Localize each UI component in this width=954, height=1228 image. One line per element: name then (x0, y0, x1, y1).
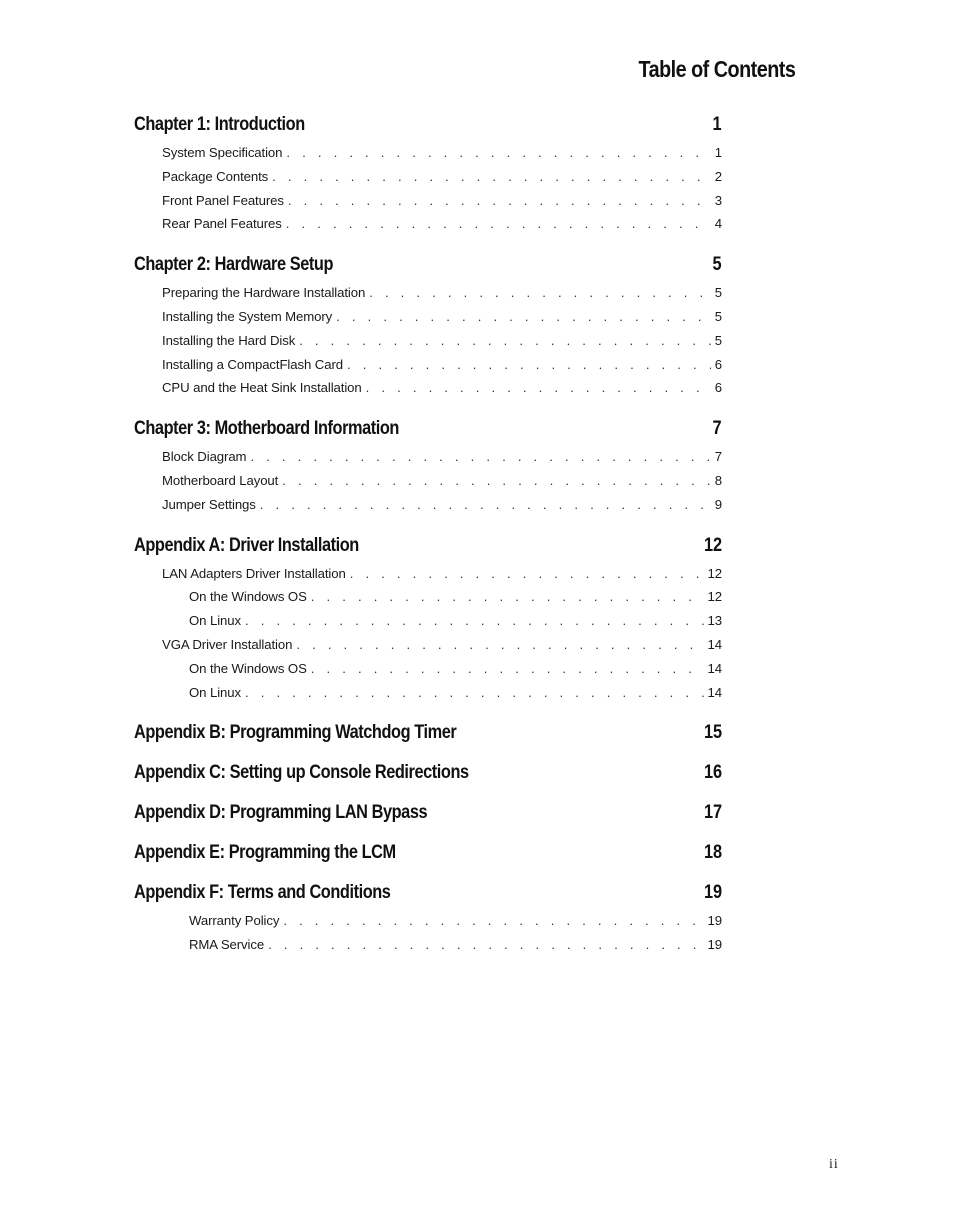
toc-entry-list (134, 908, 722, 961)
toc-entry-list (134, 140, 722, 240)
toc-entry[interactable] (134, 193, 722, 217)
toc-entry[interactable] (134, 937, 722, 961)
toc-entry[interactable] (134, 589, 722, 613)
table-of-contents (134, 112, 722, 961)
toc-entry-label: Package Contents (162, 168, 269, 184)
toc-dot-leader (286, 216, 711, 231)
toc-chapter-page: 1 (712, 114, 722, 135)
toc-chapter-title: Appendix D: Programming LAN Bypass (134, 802, 428, 824)
toc-entry-label: Installing the System Memory (162, 308, 333, 324)
toc-entry-label: Warranty Policy (189, 913, 280, 929)
toc-entry-page: 14 (707, 684, 722, 700)
toc-dot-leader (283, 913, 703, 928)
toc-entry[interactable] (134, 380, 722, 404)
toc-chapter-heading[interactable] (134, 800, 722, 828)
toc-entry-label: On Linux (189, 684, 241, 700)
toc-entry[interactable] (134, 913, 722, 937)
page-title: Table of Contents (638, 56, 795, 82)
toc-chapter-page: 16 (703, 762, 722, 784)
toc-dot-leader (296, 637, 703, 652)
toc-dot-leader (286, 145, 710, 160)
toc-entry-label: RMA Service (189, 937, 265, 953)
toc-chapter-title: Appendix F: Terms and Conditions (134, 882, 391, 904)
toc-entry-label: Installing a CompactFlash Card (162, 356, 343, 372)
toc-entry-label: Front Panel Features (162, 192, 284, 208)
toc-chapter-heading[interactable] (134, 840, 722, 868)
toc-chapter-heading[interactable] (134, 760, 722, 788)
toc-chapter-heading[interactable] (134, 112, 722, 140)
toc-entry[interactable] (134, 333, 722, 357)
toc-entry-page: 3 (714, 192, 722, 208)
toc-entry-label: Preparing the Hardware Installation (162, 285, 366, 301)
toc-dot-leader (245, 685, 704, 700)
toc-chapter-title: Appendix E: Programming the LCM (134, 842, 396, 864)
toc-entry[interactable] (134, 613, 722, 637)
toc-entry-label: VGA Driver Installation (162, 636, 293, 652)
toc-dot-leader (311, 661, 704, 676)
toc-entry-label: CPU and the Heat Sink Installation (162, 380, 362, 396)
toc-entry-label: Rear Panel Features (162, 216, 282, 232)
toc-entry[interactable] (134, 357, 722, 381)
toc-entry-page: 19 (707, 913, 722, 929)
toc-entry-page: 12 (707, 565, 722, 581)
toc-chapter-page: 18 (703, 842, 722, 864)
toc-chapter-page: 5 (712, 254, 722, 276)
toc-entry-list (134, 561, 722, 709)
toc-entry-page: 19 (707, 937, 722, 953)
toc-dot-leader (272, 169, 711, 184)
toc-entry-label: On the Windows OS (189, 660, 307, 676)
toc-entry-page: 4 (714, 216, 722, 232)
toc-dot-leader (347, 357, 711, 372)
toc-entry-label: On Linux (189, 613, 241, 629)
toc-entry-page: 2 (714, 168, 722, 184)
toc-entry-page: 8 (714, 472, 722, 488)
toc-chapter-page: 7 (712, 418, 722, 440)
toc-chapter-page: 12 (703, 534, 722, 556)
toc-entry[interactable] (134, 637, 722, 661)
toc-chapter-title: Chapter 1: Introduction (134, 114, 305, 135)
toc-chapter-title: Appendix A: Driver Installation (134, 534, 359, 556)
toc-entry-page: 6 (714, 356, 722, 372)
toc-entry[interactable] (134, 661, 722, 685)
toc-dot-leader (311, 589, 704, 604)
toc-dot-leader (369, 285, 711, 300)
toc-chapter-heading[interactable] (134, 416, 722, 444)
toc-entry-page: 5 (714, 285, 722, 301)
toc-entry-page: 5 (714, 332, 722, 348)
toc-chapter-title: Chapter 2: Hardware Setup (134, 254, 334, 276)
toc-entry-label: Motherboard Layout (162, 472, 279, 488)
toc-entry[interactable] (134, 169, 722, 193)
toc-chapter-page: 17 (703, 802, 722, 824)
toc-dot-leader (260, 497, 711, 512)
toc-entry-page: 7 (714, 449, 722, 465)
toc-entry-page: 14 (707, 636, 722, 652)
toc-entry-label: Jumper Settings (162, 496, 256, 512)
toc-entry-page: 6 (714, 380, 722, 396)
toc-entry[interactable] (134, 497, 722, 521)
toc-chapter-title: Chapter 3: Motherboard Information (134, 418, 399, 440)
toc-entry[interactable] (134, 449, 722, 473)
toc-dot-leader (336, 309, 711, 324)
toc-chapter-heading[interactable] (134, 533, 722, 561)
toc-chapter-page: 19 (703, 882, 722, 904)
toc-entry-label: System Specification (162, 145, 283, 160)
toc-entry-page: 1 (714, 145, 722, 160)
toc-entry-label: LAN Adapters Driver Installation (162, 565, 346, 581)
toc-entry-page: 5 (714, 308, 722, 324)
toc-dot-leader (288, 193, 711, 208)
toc-dot-leader (268, 937, 703, 952)
toc-entry[interactable] (134, 285, 722, 309)
toc-chapter-title: Appendix B: Programming Watchdog Timer (134, 722, 457, 744)
toc-entry-list (134, 280, 722, 404)
toc-dot-leader (245, 613, 704, 628)
toc-entry[interactable] (134, 685, 722, 709)
toc-entry-label: Installing the Hard Disk (162, 332, 296, 348)
toc-entry-page: 14 (707, 660, 722, 676)
toc-chapter-page: 15 (703, 722, 722, 744)
toc-entry[interactable] (134, 566, 722, 590)
toc-dot-leader (350, 566, 704, 581)
toc-entry[interactable] (134, 473, 722, 497)
toc-chapter-heading[interactable] (134, 252, 722, 280)
toc-chapter-heading[interactable] (134, 720, 722, 748)
toc-entry-page: 12 (707, 589, 722, 605)
toc-dot-leader (282, 473, 711, 488)
toc-chapter-heading[interactable] (134, 880, 722, 908)
toc-entry-list (134, 444, 722, 520)
toc-entry[interactable] (134, 145, 722, 169)
page-number: ii (829, 1157, 839, 1172)
toc-chapter-title: Appendix C: Setting up Console Redirections (134, 762, 469, 784)
toc-dot-leader (299, 333, 711, 348)
toc-entry-label: On the Windows OS (189, 589, 307, 605)
toc-entry[interactable] (134, 309, 722, 333)
toc-entry[interactable] (134, 216, 722, 240)
toc-dot-leader (366, 380, 711, 395)
toc-entry-page: 13 (707, 613, 722, 629)
toc-entry-label: Block Diagram (162, 449, 247, 465)
toc-dot-leader (250, 449, 710, 464)
toc-entry-page: 9 (714, 496, 722, 512)
